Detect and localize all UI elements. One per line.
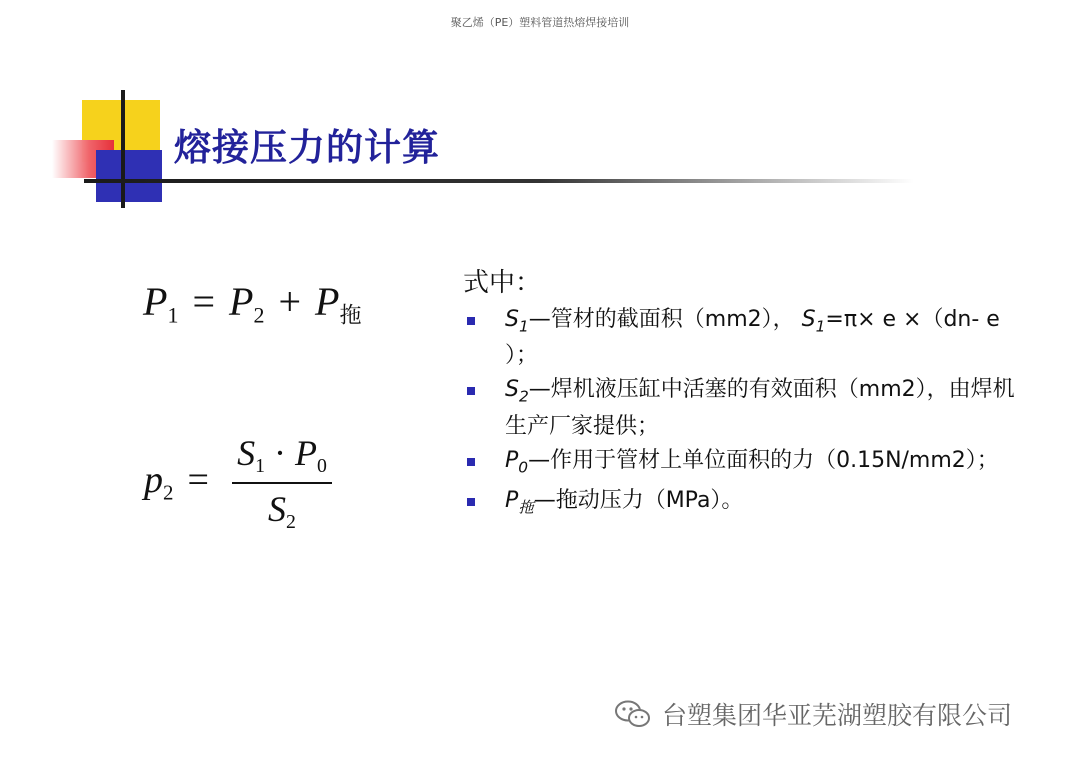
formula-p1-term2: $P_拖$ <box>315 279 362 328</box>
bullet-icon <box>467 317 475 325</box>
logo-vertical-line <box>121 90 125 208</box>
formula-p1-plus: + <box>278 279 301 324</box>
watermark <box>614 696 1012 732</box>
legend-symbol: $S_1$ <box>505 307 529 336</box>
title-underline <box>84 179 914 183</box>
formula-p1-equals: = <box>192 279 215 324</box>
legend-item-p-drag <box>463 486 1023 522</box>
formula-p2-denominator: $S_2$ <box>268 488 296 533</box>
document-header: 聚乙烯（PE）塑料管道热熔焊接培训 <box>450 16 630 29</box>
legend-heading: 式中： <box>463 268 542 298</box>
legend-text: —焊机液压缸中活塞的有效面积（mm2），由焊机生产厂家提供； <box>505 377 1015 439</box>
formula-p2-numerator: $S_1 \cdot P_0$ <box>237 433 327 477</box>
formula-p1-lhs: $P_1$ <box>143 279 179 328</box>
legend-item-p0 <box>463 446 1023 482</box>
formula-p1 <box>143 278 361 330</box>
legend-symbol: $P_拖$ <box>505 488 534 517</box>
formula-p2 <box>144 432 354 542</box>
legend-text: —管材的截面积（mm2）， <box>528 307 795 332</box>
legend-item-s2 <box>463 375 1023 441</box>
variable-legend <box>463 262 1023 527</box>
formula-p2-lhs: $p_2$ = <box>144 459 209 505</box>
formula-p2-fraction-bar <box>232 482 332 484</box>
bullet-icon <box>467 458 475 466</box>
slide-title: 熔接压力的计算 <box>174 126 440 169</box>
legend-symbol-inline: $S_1$ <box>801 307 826 336</box>
wechat-icon <box>614 699 652 729</box>
watermark-text: 台塑集团华亚芜湖塑胶有限公司 <box>662 701 1013 730</box>
formula-p1-term1: $P_2$ <box>229 279 265 328</box>
legend-text: —作用于管材上单位面积的力（0.15N/mm2）； <box>528 447 999 473</box>
legend-symbol: $S_2$ <box>505 377 529 406</box>
formula-p2-fraction <box>232 432 332 534</box>
logo-blue-square <box>96 150 162 202</box>
legend-text-tail: =π× e ×（dn- e ）； <box>505 307 1000 369</box>
legend-item-s1 <box>463 305 1023 371</box>
bullet-icon <box>467 387 475 395</box>
bullet-icon <box>467 498 475 506</box>
legend-symbol: $P_0$ <box>505 447 529 477</box>
legend-text: —拖动压力（MPa）。 <box>533 488 744 514</box>
